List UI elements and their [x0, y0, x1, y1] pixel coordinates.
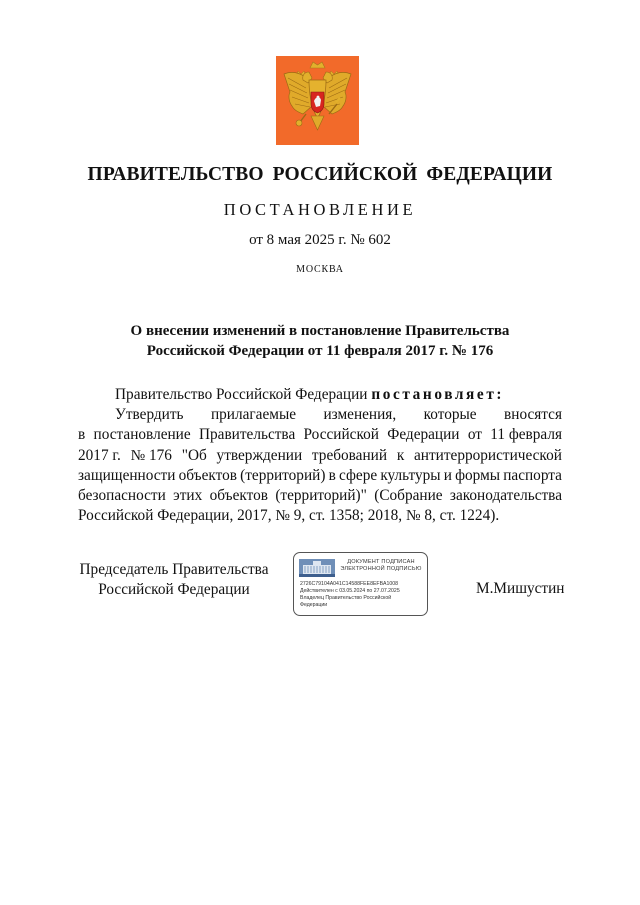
body-word: объектов: [178, 466, 237, 484]
body-word: в: [328, 466, 336, 484]
body-word: (территорий)": [275, 486, 367, 504]
body-line-2: [78, 425, 562, 445]
body-word: утверждении: [216, 446, 303, 464]
body-line-3: [78, 446, 562, 466]
body-word: к: [396, 446, 405, 464]
body-word: объектов: [209, 486, 268, 504]
document-date-number: от 8 мая 2025 г. № 602: [249, 232, 391, 248]
body-word: и: [443, 466, 452, 484]
body-line-4: [78, 466, 562, 486]
body-word: изменения,: [323, 406, 397, 424]
stamp-owner-line-2: Федерации: [300, 602, 328, 608]
body-word: формы: [455, 466, 501, 484]
stamp-owner-line-1: Владелец Правительство Российской: [300, 595, 392, 601]
body-word: 11 февраля: [490, 426, 562, 444]
body-word: паспорта: [503, 466, 562, 484]
body-word: постановление: [93, 426, 191, 444]
body-word: (территорий): [240, 466, 326, 484]
decree-verb: постановляет:: [371, 386, 505, 403]
body-word: Правительства: [198, 426, 296, 444]
body-line-5: [78, 486, 562, 506]
stamp-validity: Действителен с 03.05.2024 по 27.07.2025: [300, 588, 400, 594]
stamp-certificate: 2726C79104A041C14588FEE8EFBA1008: [300, 581, 399, 587]
stamp-details: [300, 581, 400, 609]
body-word: безопасности: [78, 486, 166, 504]
subject-line-1: О внесении изменений в постановление Правительства: [130, 323, 510, 339]
body-word: (Собрание: [374, 486, 443, 504]
body-word: прилагаемые: [210, 406, 297, 424]
government-title: ПРАВИТЕЛЬСТВО РОССИЙСКОЙ ФЕДЕРАЦИИ: [87, 164, 553, 185]
signer-position-line-2: Российской Федерации: [98, 581, 250, 598]
signer-name: М.Мишустин: [476, 580, 565, 597]
body-word: антитеррористической: [414, 446, 562, 464]
coat-of-arms-icon: [276, 56, 359, 145]
document-type: ПОСТАНОВЛЕНИЕ: [223, 200, 417, 219]
body-word: требований: [311, 446, 388, 464]
signer-position-line-1: Председатель Правительства: [79, 561, 269, 578]
stamp-title-line-1: ДОКУМЕНТ ПОДПИСАН: [347, 559, 415, 565]
body-line-6: Российской Федерации, 2017, № 9, ст. 1358; 2018, № 8, ст. 1224).: [78, 507, 500, 525]
body-word: в: [78, 426, 86, 444]
body-word: "Об: [181, 446, 207, 464]
body-word: от: [467, 426, 482, 444]
body-word: 2017 г.: [78, 446, 121, 464]
government-building-icon: [299, 559, 335, 577]
body-word: Российской: [303, 426, 379, 444]
decree-lead: Правительство Российской Федерации: [115, 386, 368, 403]
body-word: Федерации: [387, 426, 460, 444]
subject-line-2: Российской Федерации от 11 февраля 2017 г. № 176: [146, 343, 494, 359]
body-word: которые: [423, 406, 477, 424]
body-word: сфере: [339, 466, 378, 484]
document-body: [78, 385, 562, 526]
body-word: законодательства: [449, 486, 562, 504]
body-word: № 176: [130, 446, 172, 464]
body-line-1: [78, 405, 562, 425]
signer-position: [74, 560, 274, 600]
body-word: вносятся: [504, 406, 562, 424]
document-city: МОСКВА: [296, 264, 344, 275]
document-subject: [0, 321, 640, 361]
electronic-signature-stamp: [293, 552, 428, 616]
body-word: Утвердить: [115, 406, 184, 424]
stamp-title-line-2: ЭЛЕКТРОННОЙ ПОДПИСЬЮ: [340, 565, 422, 572]
body-word: этих: [173, 486, 203, 504]
stamp-title: [337, 559, 425, 573]
body-word: культуры: [380, 466, 441, 484]
paragraph-decree: [78, 385, 562, 405]
body-word: защищенности: [78, 466, 176, 484]
